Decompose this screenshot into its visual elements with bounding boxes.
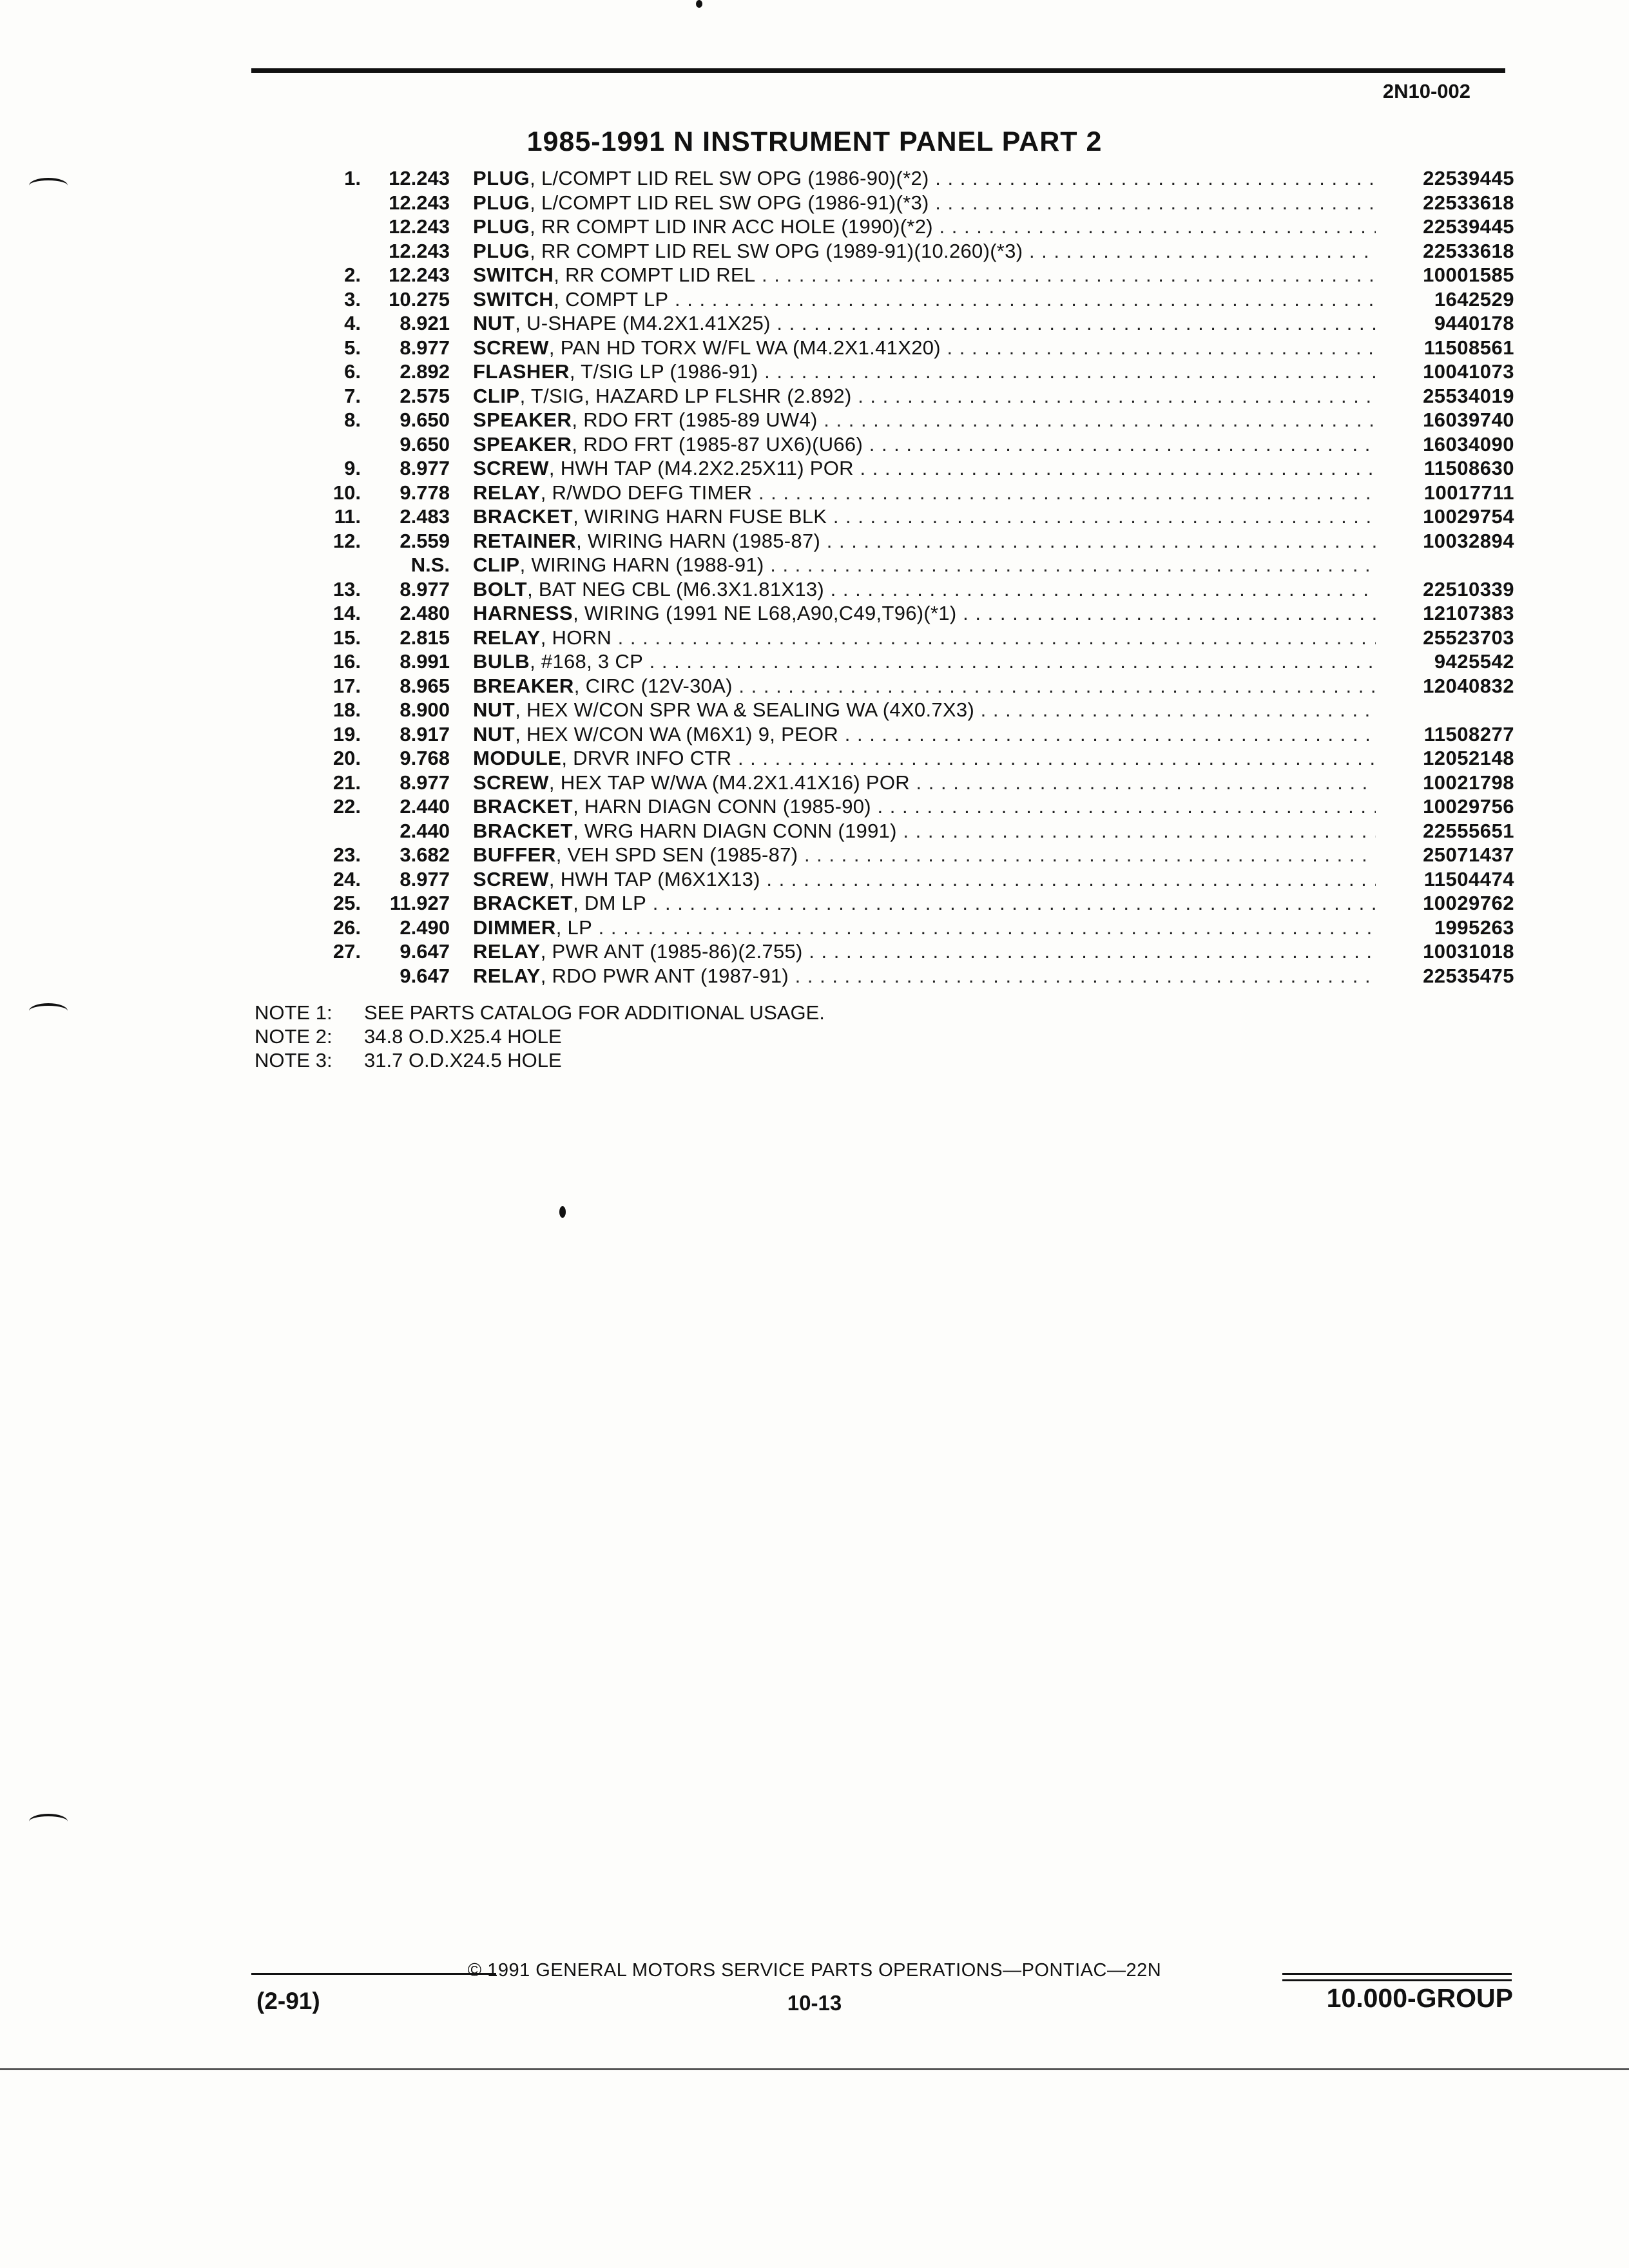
part-name: BULB (473, 650, 530, 673)
group-number: 8.977 (400, 457, 450, 479)
part-name: FLASHER (473, 360, 570, 383)
part-detail: , RR COMPT LID INR ACC HOLE (1990)(*2) (530, 215, 933, 238)
item-number: 4. (344, 312, 361, 334)
item-number: 12. (333, 529, 361, 552)
part-name: SPEAKER (473, 408, 572, 431)
binder-hole-mark (29, 1814, 68, 1829)
part-detail: , DM LP (573, 892, 647, 914)
part-description (473, 408, 1376, 432)
part-number: 22533618 (1423, 191, 1514, 214)
group-number: 9.768 (400, 747, 450, 769)
part-description (473, 916, 1376, 939)
group-number: 10.275 (389, 287, 450, 311)
part-name: SCREW (473, 457, 549, 479)
table-row (271, 505, 1514, 529)
part-name: RELAY (473, 481, 541, 504)
table-row (271, 263, 1514, 287)
group-number: 12.243 (389, 264, 450, 286)
item-number: 8. (344, 408, 361, 431)
part-number: 25071437 (1423, 843, 1514, 866)
page-bottom-rule (0, 2068, 1629, 2070)
part-name: NUT (473, 312, 516, 334)
part-description (473, 674, 1376, 698)
part-name: CLIP (473, 384, 520, 407)
part-detail: , HORN (540, 626, 612, 649)
group-number: 2.575 (400, 384, 450, 407)
part-name: SCREW (473, 867, 549, 890)
part-detail: , RR COMPT LID REL SW OPG (1989-91)(10.260)(*3) (530, 239, 1023, 262)
item-number: 10. (333, 481, 361, 504)
table-row (271, 819, 1514, 843)
part-number: 10021798 (1423, 771, 1514, 794)
part-number: 10001585 (1423, 264, 1514, 286)
group-number: 8.965 (400, 674, 450, 697)
group-number: 2.490 (400, 916, 450, 939)
table-row (271, 191, 1514, 215)
parts-list (271, 166, 1514, 988)
group-number: 9.647 (400, 964, 450, 987)
part-name: DIMMER (473, 916, 556, 939)
item-number: 27. (333, 940, 361, 963)
part-detail: , #168, 3 CP (530, 650, 644, 673)
table-row (271, 746, 1514, 771)
group-number: 12.243 (389, 239, 450, 262)
table-row (271, 649, 1514, 674)
part-name: NUT (473, 698, 516, 721)
note-tag: NOTE 1: (255, 1001, 333, 1024)
part-detail: , WIRING (1991 NE L68,A90,C49,T96)(*1) (573, 602, 957, 624)
item-number: 26. (333, 916, 361, 939)
part-number: 22539445 (1423, 167, 1514, 189)
note-text: 31.7 O.D.X24.5 HOLE (364, 1049, 562, 1072)
part-detail: , WIRING HARN (1985-87) (576, 529, 821, 552)
part-number: 1642529 (1434, 287, 1514, 311)
table-row (271, 432, 1514, 457)
part-description (473, 601, 1376, 625)
part-detail: , HWH TAP (M4.2X2.25X11) POR (548, 457, 854, 479)
item-number: 17. (333, 674, 361, 697)
part-description (473, 481, 1376, 505)
part-name: NUT (473, 722, 516, 745)
part-number: 10029756 (1423, 795, 1514, 818)
part-name: BOLT (473, 577, 528, 601)
part-description (473, 263, 1376, 287)
item-number: 6. (344, 360, 361, 383)
part-detail: , R/WDO DEFG TIMER (540, 481, 753, 504)
part-description (473, 505, 1376, 528)
part-detail: , HARN DIAGN CONN (1985-90) (573, 795, 871, 818)
note-line (255, 1024, 825, 1048)
part-number: 11508561 (1423, 336, 1514, 359)
table-row (271, 481, 1514, 505)
part-name: HARNESS (473, 602, 574, 624)
part-number: 22535475 (1423, 964, 1514, 987)
table-row (271, 577, 1514, 602)
note-tag: NOTE 3: (255, 1049, 333, 1072)
group-number: N.S. (410, 553, 450, 576)
part-detail: , RDO FRT (1985-89 UW4) (572, 408, 818, 431)
group-number: 2.440 (400, 795, 450, 818)
note-line (255, 1048, 825, 1072)
group-number: 2.483 (400, 505, 450, 528)
table-row (271, 408, 1514, 432)
group-number: 12.243 (389, 191, 450, 214)
part-name: BRACKET (473, 892, 574, 914)
part-detail: , HWH TAP (M6X1X13) (548, 867, 760, 890)
part-detail: , HEX W/CON SPR WA & SEALING WA (4X0.7X3) (515, 698, 975, 721)
part-number: 11508630 (1423, 457, 1514, 479)
part-detail: , RDO FRT (1985-87 UX6)(U66) (572, 432, 863, 456)
part-detail: , U-SHAPE (M4.2X1.41X25) (515, 312, 771, 334)
table-row (271, 626, 1514, 650)
table-row (271, 384, 1514, 408)
part-number: 9440178 (1434, 312, 1514, 334)
item-number: 7. (344, 384, 361, 407)
table-row (271, 771, 1514, 795)
part-name: SWITCH (473, 287, 554, 311)
part-description (473, 939, 1376, 963)
item-number: 15. (333, 626, 361, 649)
table-row (271, 939, 1514, 964)
note-text: 34.8 O.D.X25.4 HOLE (364, 1025, 562, 1048)
table-row (271, 867, 1514, 892)
ink-speck (559, 1206, 566, 1218)
item-number: 16. (333, 650, 361, 673)
part-number: 10041073 (1423, 360, 1514, 383)
table-row (271, 843, 1514, 867)
page-number: 10-13 (787, 1991, 842, 2015)
item-number: 22. (333, 795, 361, 818)
part-name: RELAY (473, 626, 541, 649)
part-description (473, 384, 1376, 408)
document-code: 2N10-002 (1382, 80, 1470, 102)
part-number: 22533618 (1423, 239, 1514, 262)
part-description (473, 553, 1376, 577)
group-number: 9.650 (400, 432, 450, 456)
group-label: 10.000-GROUP (1326, 1983, 1513, 2013)
part-description (473, 698, 1376, 722)
table-row (271, 601, 1514, 626)
part-description (473, 843, 1376, 867)
group-number: 2.440 (400, 819, 450, 842)
table-row (271, 166, 1514, 191)
group-number: 2.559 (400, 529, 450, 552)
table-row (271, 336, 1514, 360)
group-number: 9.647 (400, 940, 450, 963)
part-number: 11508277 (1423, 722, 1514, 745)
part-name: PLUG (473, 215, 530, 238)
group-number: 8.977 (400, 771, 450, 794)
part-detail: , RDO PWR ANT (1987-91) (540, 964, 789, 987)
table-row (271, 722, 1514, 747)
part-detail: , L/COMPT LID REL SW OPG (1986-91)(*3) (530, 191, 929, 214)
part-description (473, 722, 1376, 746)
group-number: 2.480 (400, 602, 450, 624)
part-name: BRACKET (473, 795, 574, 818)
part-description (473, 456, 1376, 480)
note-text: SEE PARTS CATALOG FOR ADDITIONAL USAGE. (364, 1001, 825, 1024)
table-row (271, 794, 1514, 819)
part-name: SCREW (473, 336, 549, 359)
item-number: 1. (344, 167, 361, 189)
group-number: 2.892 (400, 360, 450, 383)
part-number: 25534019 (1423, 384, 1514, 407)
part-detail: , HEX TAP W/WA (M4.2X1.41X16) POR (548, 771, 910, 794)
footer-rule-right (1282, 1973, 1512, 1975)
part-description (473, 867, 1376, 891)
part-number: 10031018 (1423, 940, 1514, 963)
item-number: 18. (333, 698, 361, 721)
part-description (473, 771, 1376, 794)
part-description (473, 287, 1376, 311)
group-number: 3.682 (400, 843, 450, 866)
item-number: 21. (333, 771, 361, 794)
part-description (473, 577, 1376, 601)
table-row (271, 553, 1514, 577)
part-number: 12107383 (1423, 602, 1514, 624)
note-line (255, 1001, 825, 1024)
part-number: 11504474 (1423, 867, 1514, 890)
note-tag: NOTE 2: (255, 1025, 333, 1048)
part-description (473, 166, 1376, 190)
part-number: 9425542 (1434, 650, 1514, 673)
item-number: 3. (344, 287, 361, 311)
part-detail: , VEH SPD SEN (1985-87) (555, 843, 798, 866)
part-name: BRACKET (473, 505, 574, 528)
part-detail: , PAN HD TORX W/FL WA (M4.2X1.41X20) (548, 336, 941, 359)
table-row (271, 311, 1514, 336)
item-number: 11. (334, 505, 361, 528)
group-number: 8.900 (400, 698, 450, 721)
part-detail: , T/SIG LP (1986-91) (569, 360, 758, 383)
item-number: 13. (333, 577, 361, 601)
binder-hole-mark (29, 1003, 68, 1019)
table-row (271, 529, 1514, 553)
part-detail: , BAT NEG CBL (M6.3X1.81X13) (527, 577, 825, 601)
part-description (473, 215, 1376, 238)
part-detail: , CIRC (12V-30A) (574, 674, 733, 697)
part-number: 22539445 (1423, 215, 1514, 238)
part-number: 16034090 (1423, 432, 1514, 456)
part-description (473, 964, 1376, 988)
group-number: 8.921 (400, 312, 450, 334)
notes-section (255, 1001, 825, 1072)
part-description (473, 891, 1376, 915)
part-number: 10032894 (1423, 529, 1514, 552)
part-name: SWITCH (473, 264, 554, 286)
item-number: 20. (333, 747, 361, 769)
part-description (473, 794, 1376, 818)
part-detail: , T/SIG, HAZARD LP FLSHR (2.892) (519, 384, 852, 407)
part-description (473, 819, 1376, 843)
part-detail: , PWR ANT (1985-86)(2.755) (540, 940, 803, 963)
part-name: BRACKET (473, 819, 574, 842)
part-description (473, 432, 1376, 456)
group-number: 9.650 (400, 408, 450, 431)
binder-hole-mark (29, 178, 68, 193)
table-row (271, 674, 1514, 698)
footer-bottom-rule-right (1282, 1979, 1512, 1981)
part-detail: , WRG HARN DIAGN CONN (1991) (573, 819, 897, 842)
table-row (271, 215, 1514, 239)
part-name: PLUG (473, 167, 530, 189)
group-number: 8.917 (400, 722, 450, 745)
part-name: RETAINER (473, 529, 577, 552)
part-number: 16039740 (1423, 408, 1514, 431)
part-description (473, 191, 1376, 215)
item-number: 2. (344, 264, 361, 286)
part-name: BUFFER (473, 843, 556, 866)
group-number: 2.815 (400, 626, 450, 649)
page-title: 1985-1991 N INSTRUMENT PANEL PART 2 (526, 126, 1103, 157)
group-number: 8.977 (400, 336, 450, 359)
ink-speck (696, 0, 702, 8)
part-detail: , DRVR INFO CTR (561, 747, 732, 769)
part-number: 22510339 (1423, 577, 1514, 601)
copyright-text: © 1991 GENERAL MOTORS SERVICE PARTS OPERATIONS—PONTIAC—22N (467, 1960, 1162, 1981)
table-row (271, 698, 1514, 722)
part-detail: , HEX W/CON WA (M6X1) 9, PEOR (515, 722, 839, 745)
date-code: (2-91) (256, 1988, 320, 2014)
item-number: 24. (333, 867, 361, 890)
part-number: 12052148 (1423, 747, 1514, 769)
part-detail: , WIRING HARN FUSE BLK (573, 505, 827, 528)
part-number: 10017711 (1423, 481, 1514, 504)
group-number: 8.977 (400, 867, 450, 890)
part-name: SCREW (473, 771, 549, 794)
group-number: 9.778 (400, 481, 450, 504)
table-row (271, 360, 1514, 384)
table-row (271, 239, 1514, 264)
table-row (271, 964, 1514, 988)
part-description (473, 239, 1376, 263)
table-row (271, 287, 1514, 312)
part-number: 25523703 (1423, 626, 1514, 649)
part-detail: , COMPT LP (554, 287, 669, 311)
part-description (473, 529, 1376, 553)
table-row (271, 456, 1514, 481)
group-number: 12.243 (389, 167, 450, 189)
part-description (473, 336, 1376, 360)
item-number: 14. (333, 602, 361, 624)
top-rule (251, 68, 1505, 73)
part-name: RELAY (473, 940, 541, 963)
part-description (473, 311, 1376, 335)
part-description (473, 649, 1376, 673)
part-description (473, 360, 1376, 383)
part-detail: , L/COMPT LID REL SW OPG (1986-90)(*2) (530, 167, 929, 189)
part-name: MODULE (473, 747, 562, 769)
part-number: 22555651 (1423, 819, 1514, 842)
group-number: 12.243 (389, 215, 450, 238)
part-name: BREAKER (473, 674, 574, 697)
part-name: PLUG (473, 191, 530, 214)
part-detail: , WIRING HARN (1988-91) (519, 553, 764, 576)
part-number: 12040832 (1423, 674, 1514, 697)
part-name: SPEAKER (473, 432, 572, 456)
part-number: 1995263 (1434, 916, 1514, 939)
item-number: 5. (344, 336, 361, 359)
part-name: PLUG (473, 239, 530, 262)
item-number: 23. (333, 843, 361, 866)
group-number: 8.991 (400, 650, 450, 673)
group-number: 8.977 (400, 577, 450, 601)
item-number: 9. (344, 457, 361, 479)
part-description (473, 746, 1376, 770)
part-description (473, 626, 1376, 649)
part-number: 10029754 (1423, 505, 1514, 528)
group-number: 11.927 (389, 892, 450, 914)
table-row (271, 916, 1514, 940)
part-name: CLIP (473, 553, 520, 576)
part-name: RELAY (473, 964, 541, 987)
part-detail: , RR COMPT LID REL (554, 264, 756, 286)
item-number: 19. (333, 722, 361, 745)
table-row (271, 891, 1514, 916)
part-detail: , LP (555, 916, 593, 939)
item-number: 25. (333, 892, 361, 914)
part-number: 10029762 (1423, 892, 1514, 914)
